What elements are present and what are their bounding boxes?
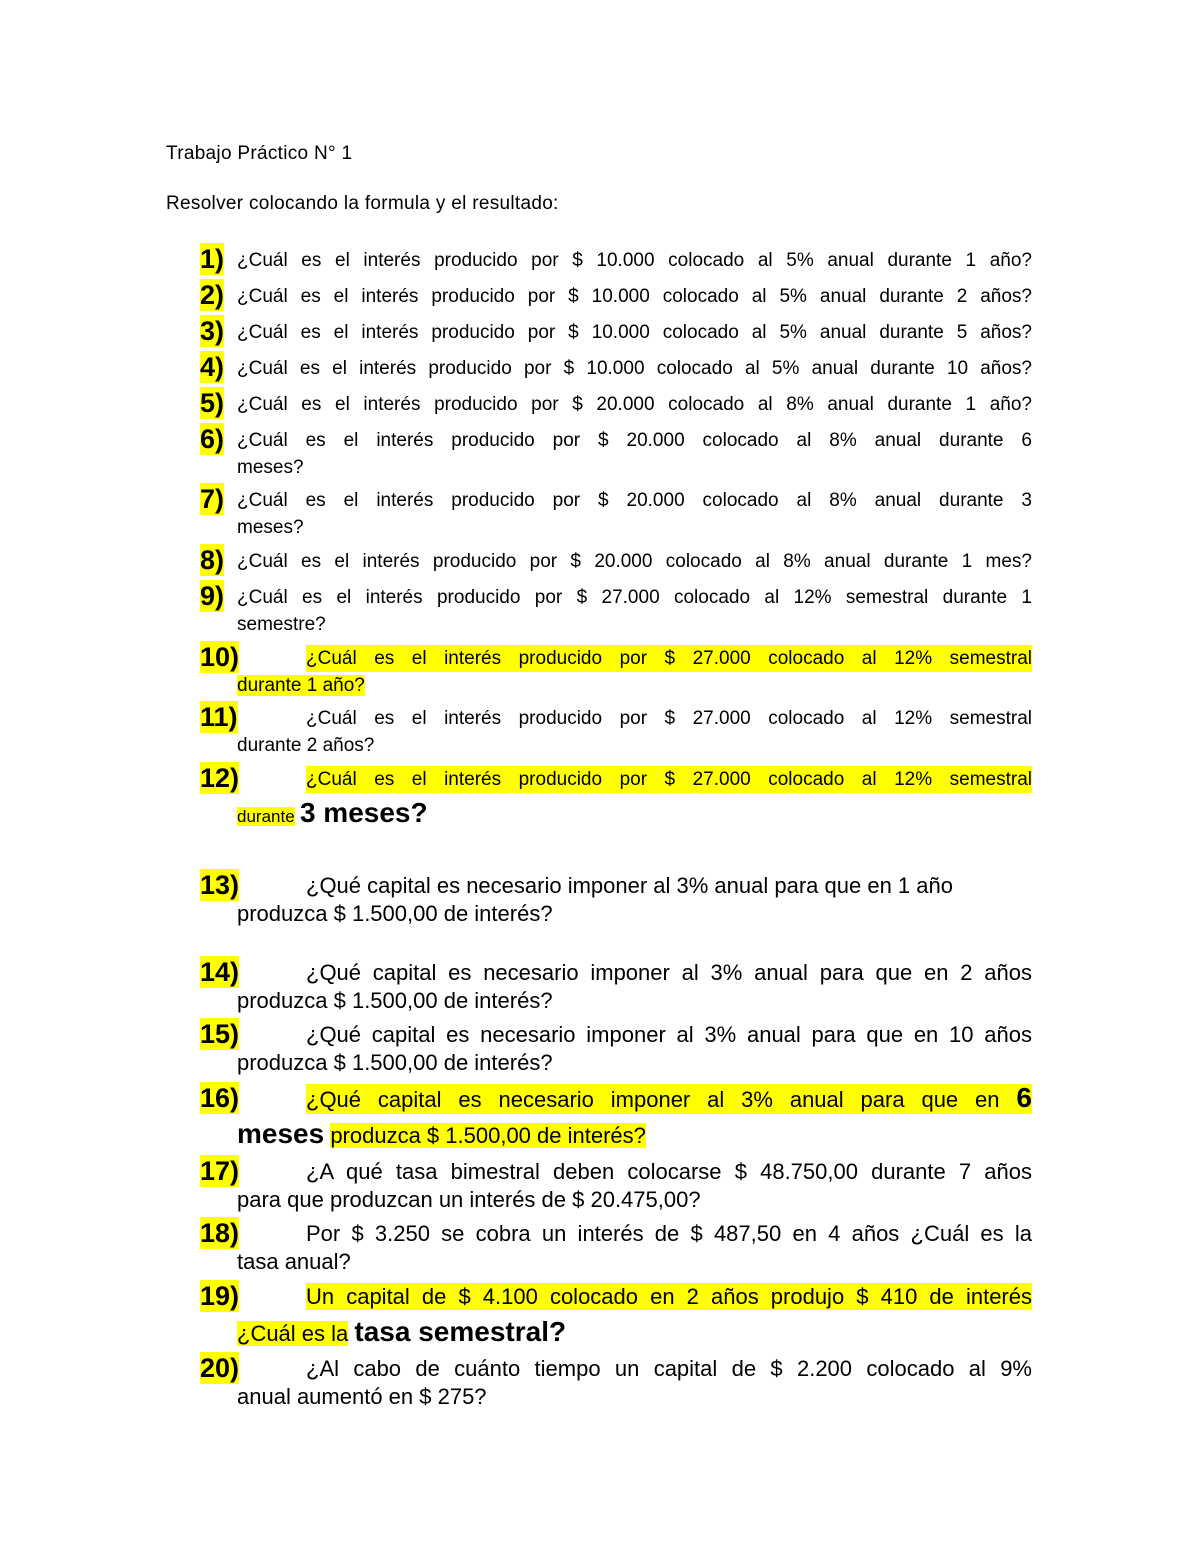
page-title: Trabajo Práctico N° 1 (166, 143, 353, 164)
question-text-cont: para que produzcan un interés de $ 20.475,00? (237, 1187, 701, 1212)
question-number: 9) (200, 581, 225, 611)
question-text-cont: anual aumentó en $ 275? (237, 1384, 487, 1409)
question-emphasis: 6 (1016, 1082, 1032, 1113)
question-text-cont: durante (237, 807, 295, 826)
question-number: 17) (200, 1156, 240, 1186)
question-number: 12) (200, 763, 240, 793)
question-text: ¿Cuál es el interés producido por $ 27.000 colocado al 12% semestral (306, 708, 1032, 729)
question-text: ¿Cuál es el interés producido por $ 10.000 colocado al 5% anual durante 2 años? (237, 286, 1032, 307)
question-number: 4) (200, 352, 225, 382)
question-emphasis: tasa semestral? (354, 1316, 567, 1347)
question-text: ¿Cuál es el interés producido por $ 10.000 colocado al 5% anual durante 10 años? (237, 358, 1032, 379)
question-text: Por $ 3.250 se cobra un interés de $ 487,50 en 4 años ¿Cuál es la (306, 1221, 1032, 1246)
question-text (306, 1084, 1032, 1114)
question-text-cont: meses? (237, 517, 304, 538)
question-text: ¿Cuál es el interés producido por $ 20.000 colocado al 8% anual durante 1 año? (237, 394, 1032, 415)
question-text: ¿Cuál es el interés producido por $ 10.000 colocado al 5% anual durante 5 años? (237, 322, 1032, 343)
question-number: 15) (200, 1019, 240, 1049)
question-number: 16) (200, 1083, 240, 1113)
question-text: ¿Cuál es el interés producido por $ 10.000 colocado al 5% anual durante 1 año? (237, 250, 1032, 271)
question-text-cont: produzca $ 1.500,00 de interés? (237, 988, 553, 1013)
question-text-cont: produzca $ 1.500,00 de interés? (237, 1050, 553, 1075)
question-text-cont: semestre? (237, 614, 326, 635)
question-number: 20) (200, 1353, 240, 1383)
question-number: 7) (200, 484, 225, 514)
question-number: 13) (200, 870, 240, 900)
question-text-cont: durante 1 año? (237, 675, 365, 696)
question-text: ¿A qué tasa bimestral deben colocarse $ 48.750,00 durante 7 años (306, 1159, 1032, 1184)
question-number: 10) (200, 642, 240, 672)
question-text: Un capital de $ 4.100 colocado en 2 años produjo $ 410 de interés (306, 1284, 1032, 1309)
question-number: 5) (200, 388, 225, 418)
question-text: ¿Cuál es el interés producido por $ 20.000 colocado al 8% anual durante 6 (237, 430, 1032, 451)
question-text-cont: produzca $ 1.500,00 de interés? (237, 901, 553, 926)
question-text: ¿Al cabo de cuánto tiempo un capital de $ 2.200 colocado al 9% (306, 1356, 1032, 1381)
question-number: 11) (200, 702, 238, 732)
question-number: 1) (200, 244, 225, 274)
question-text-cont: produzca $ 1.500,00 de interés? (330, 1123, 646, 1148)
question-number: 8) (200, 545, 225, 575)
question-number: 14) (200, 957, 240, 987)
question-text-main: ¿Qué capital es necesario imponer al 3% anual para que en (306, 1087, 1000, 1112)
question-text: ¿Cuál es el interés producido por $ 20.000 colocado al 8% anual durante 1 mes? (237, 551, 1032, 572)
instructions: Resolver colocando la formula y el resultado: (166, 193, 559, 214)
question-number: 2) (200, 280, 225, 310)
question-number: 19) (200, 1281, 240, 1311)
question-text-cont: ¿Cuál es la (237, 1321, 349, 1346)
question-number: 6) (200, 424, 225, 454)
question-emphasis: 3 meses? (299, 797, 428, 828)
question-text-cont: meses? (237, 457, 304, 478)
question-text: ¿Qué capital es necesario imponer al 3% anual para que en 1 año (306, 873, 953, 898)
question-number: 3) (200, 316, 225, 346)
question-text: ¿Cuál es el interés producido por $ 20.000 colocado al 8% anual durante 3 (237, 490, 1032, 511)
question-emphasis: meses (237, 1118, 325, 1149)
question-text: ¿Cuál es el interés producido por $ 27.000 colocado al 12% semestral (306, 766, 1032, 793)
question-number: 18) (200, 1218, 240, 1248)
question-text: ¿Qué capital es necesario imponer al 3% anual para que en 10 años (306, 1022, 1032, 1047)
question-text: ¿Qué capital es necesario imponer al 3% anual para que en 2 años (306, 960, 1032, 985)
question-text-cont: tasa anual? (237, 1249, 351, 1274)
question-text: ¿Cuál es el interés producido por $ 27.000 colocado al 12% semestral durante 1 (237, 587, 1032, 608)
question-text: ¿Cuál es el interés producido por $ 27.000 colocado al 12% semestral (306, 645, 1032, 672)
question-text-cont: durante 2 años? (237, 735, 375, 756)
